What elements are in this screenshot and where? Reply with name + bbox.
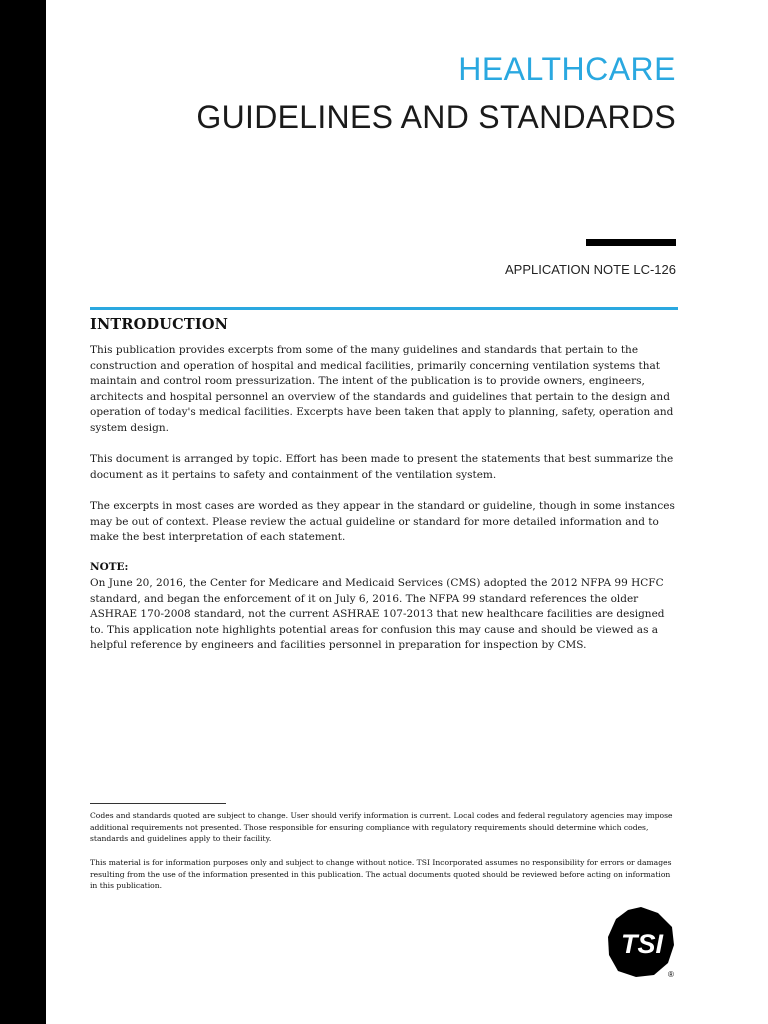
tsi-logo (606, 905, 676, 979)
footnote-disclaimer: This material is for information purposes only and subject to change without notice. TSI Incorporated assumes no responsibility for errors or damages resulting from the use of the information presented in this publication. The actual documents quoted should be reviewed before acting on information in this publication. (90, 858, 672, 890)
footnote-codes: Codes and standards quoted are subject to change. User should verify information is current. Local codes and federal regulatory agencies may impose additional requirements not presented. Those responsible for ensuring compliance with regulatory requirements should determine which codes, standards and guidelines apply to their facility. (90, 811, 673, 843)
section-divider (90, 307, 678, 310)
note-paragraph: On June 20, 2016, the Center for Medicare and Medicaid Services (CMS) adopted the 2012 NFPA 99 HCFC standard, and began the enforcement of it on July 6, 2016. The NFPA 99 standard references the older ASHRAE 170-2008 standard, not the current ASHRAE 107-2013 that new healthcare facilities are designed to. This application note highlights potential areas for confusion this may cause and should be viewed as a helpful reference by engineers and facilities personnel in preparation for inspection by CMS. (90, 577, 665, 652)
registered-mark: ® (668, 970, 674, 979)
footnote-divider (90, 803, 226, 804)
title-guidelines: GUIDELINES AND STANDARDS (196, 99, 676, 135)
application-note-label: APPLICATION NOTE LC-126 (505, 262, 676, 277)
intro-paragraph-1: This publication provides excerpts from some of the many guidelines and standards that pertain to the construction and operation of hospital and medical facilities, primarily concerning ventilation systems that maintain and control room pressurization. The intent of the publication is to provide owners, engineers, architects and hospital personnel an overview of the standards and guidelines that pertain to the design and operation of today's medical facilities. Excerpts have been taken that apply to planning, safety, operation and system design. (90, 344, 674, 434)
page-content (90, 0, 678, 1024)
title-healthcare: HEALTHCARE (458, 51, 676, 87)
introduction-heading: INTRODUCTION (90, 316, 229, 333)
tsi-logo-icon (606, 905, 676, 979)
note-heading: NOTE: (90, 561, 129, 573)
intro-paragraph-2: This document is arranged by topic. Effort has been made to present the statements that best summarize the document as it pertains to safety and containment of the ventilation system. (90, 453, 674, 481)
intro-paragraph-3: The excerpts in most cases are worded as they appear in the standard or guideline, though in some instances may be out of context. Please review the actual guideline or standard for more detailed information and to make the best interpretation of each statement. (90, 500, 675, 544)
header-accent-bar (586, 239, 676, 246)
left-black-strip (0, 0, 46, 1024)
logo-text: TSI (620, 929, 664, 959)
